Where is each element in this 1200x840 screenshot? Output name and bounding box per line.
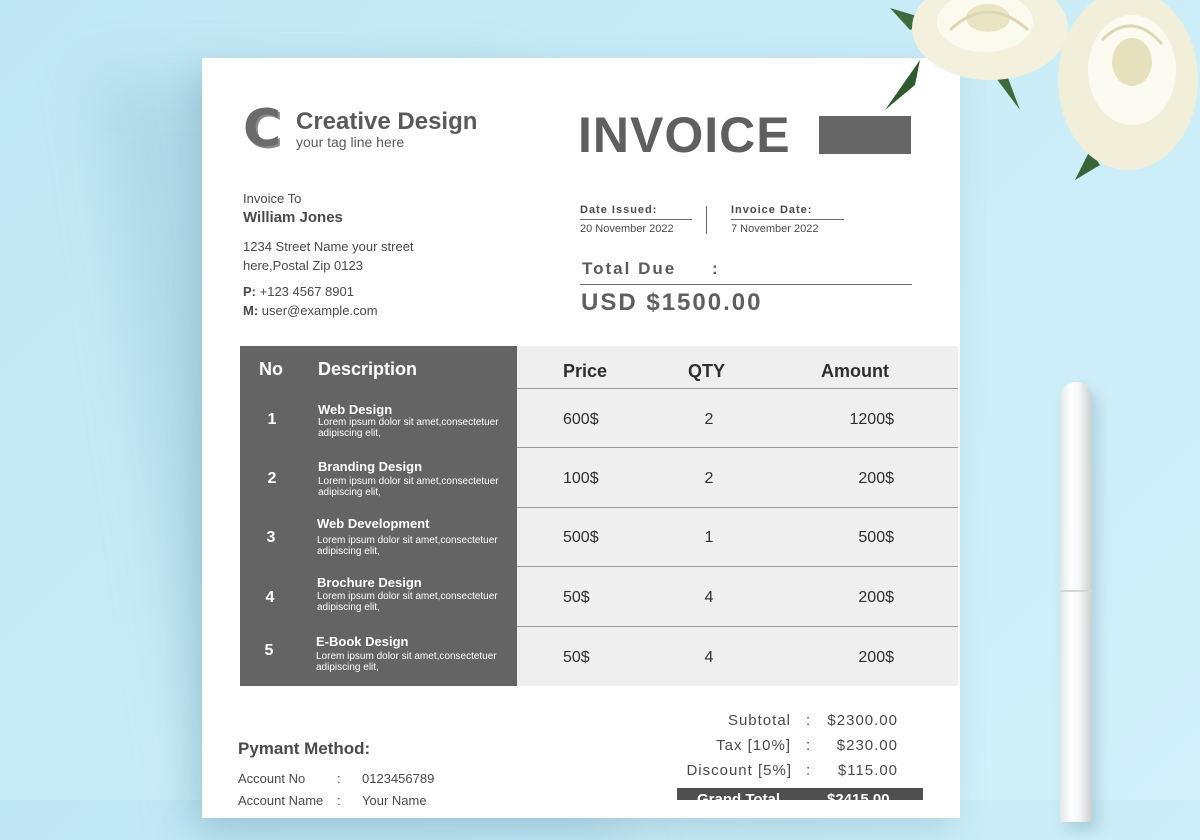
item-qty: 4 bbox=[704, 649, 714, 666]
pen-band bbox=[1060, 590, 1092, 592]
email-value: user@example.com bbox=[261, 303, 378, 318]
date-issued-label: Date Issued: bbox=[580, 204, 658, 216]
client-email bbox=[243, 303, 378, 318]
item-amount: 200$ bbox=[858, 649, 894, 666]
total-due-amount: USD $1500.00 bbox=[581, 289, 763, 316]
title-accent-bar bbox=[819, 116, 911, 154]
row-divider bbox=[517, 388, 958, 389]
tax-label: Tax [10%] bbox=[716, 737, 791, 754]
date-issued-rule bbox=[580, 219, 692, 220]
item-price: 600$ bbox=[563, 411, 599, 428]
header-price: Price bbox=[563, 361, 608, 381]
header-qty: QTY bbox=[688, 361, 726, 381]
client-address-line1: 1234 Street Name your street bbox=[243, 239, 414, 254]
account-no-value: 0123456789 bbox=[362, 771, 435, 786]
discount-value: $115.00 bbox=[837, 762, 898, 779]
subtotal-colon: : bbox=[806, 712, 811, 729]
invoice-to-label: Invoice To bbox=[243, 191, 302, 206]
phone-label: P: bbox=[243, 284, 256, 299]
company-name: Creative Design bbox=[296, 108, 478, 135]
phone-value: +123 4567 8901 bbox=[259, 284, 354, 299]
row-divider bbox=[517, 626, 958, 627]
grand-total-bar bbox=[677, 788, 923, 808]
item-price: 100$ bbox=[563, 470, 599, 487]
mail-label: M: bbox=[243, 303, 259, 318]
item-amount: 500$ bbox=[858, 529, 894, 546]
tax-value: $230.00 bbox=[836, 737, 898, 754]
discount-label: Discount [5%] bbox=[686, 762, 792, 779]
payment-method-title: Pymant Method: bbox=[238, 739, 371, 758]
pen-decoration bbox=[1060, 382, 1092, 822]
item-price: 500$ bbox=[563, 529, 599, 546]
client-name: William Jones bbox=[243, 209, 343, 226]
date-separator bbox=[706, 206, 707, 234]
item-qty: 4 bbox=[704, 589, 714, 606]
item-qty: 2 bbox=[704, 470, 714, 487]
header-description: Description bbox=[318, 359, 418, 379]
subtotal-value: $2300.00 bbox=[827, 712, 898, 729]
row-number: 1 bbox=[267, 411, 277, 428]
account-no-colon: : bbox=[337, 771, 341, 786]
row-number: 2 bbox=[267, 470, 277, 487]
item-price: 50$ bbox=[563, 589, 590, 606]
invoice-date-rule bbox=[731, 219, 844, 220]
invoice-title: INVOICE bbox=[578, 107, 791, 163]
item-amount: 1200$ bbox=[849, 411, 894, 428]
item-description: Lorem ipsum dolor sit amet,consectetuer adipiscing elit, bbox=[316, 651, 497, 673]
total-due-label: Total Due bbox=[582, 259, 677, 278]
total-due-rule bbox=[580, 284, 912, 285]
row-divider bbox=[517, 566, 958, 567]
account-no-label: Account No bbox=[238, 771, 306, 786]
account-name-label: Account Name bbox=[238, 793, 324, 808]
item-description: Lorem ipsum dolor sit amet,consectetuer adipiscing elit, bbox=[318, 417, 499, 439]
grand-total-label: Grand Total bbox=[697, 791, 781, 808]
item-title: Branding Design bbox=[318, 459, 423, 474]
item-description: Lorem ipsum dolor sit amet,consectetuer adipiscing elit, bbox=[317, 535, 498, 557]
total-due-colon: : bbox=[712, 259, 718, 278]
grand-total-value: $2415.00 bbox=[827, 791, 890, 808]
row-divider bbox=[517, 507, 958, 508]
item-qty: 1 bbox=[704, 529, 714, 546]
row-number: 5 bbox=[264, 642, 274, 659]
company-logo-icon: C bbox=[243, 99, 282, 159]
item-amount: 200$ bbox=[858, 589, 894, 606]
company-tagline: your tag line here bbox=[296, 134, 405, 150]
client-address-line2: here,Postal Zip 0123 bbox=[243, 258, 363, 273]
item-title: Web Design bbox=[318, 402, 393, 417]
subtotal-label: Subtotal bbox=[727, 712, 791, 729]
row-number: 3 bbox=[266, 529, 276, 546]
invoice-date-value: 7 November 2022 bbox=[731, 223, 819, 235]
item-title: E-Book Design bbox=[316, 634, 409, 649]
row-divider bbox=[517, 447, 958, 448]
account-name-colon: : bbox=[337, 793, 341, 808]
item-description: Lorem ipsum dolor sit amet,consectetuer adipiscing elit, bbox=[318, 476, 499, 498]
item-title: Web Development bbox=[317, 516, 430, 531]
item-amount: 200$ bbox=[858, 470, 894, 487]
invoice-date-label: Invoice Date: bbox=[731, 204, 813, 216]
table-light-panel bbox=[517, 346, 958, 686]
item-title: Brochure Design bbox=[317, 575, 422, 590]
rose-decoration-icon bbox=[870, 0, 1200, 190]
item-qty: 2 bbox=[704, 411, 714, 428]
date-issued-value: 20 November 2022 bbox=[580, 223, 674, 235]
account-name-value: Your Name bbox=[362, 793, 427, 808]
discount-colon: : bbox=[806, 762, 811, 779]
header-no: No bbox=[259, 359, 283, 379]
item-price: 50$ bbox=[563, 649, 590, 666]
header-amount: Amount bbox=[821, 361, 889, 381]
tax-colon: : bbox=[806, 737, 811, 754]
row-number: 4 bbox=[265, 589, 275, 606]
client-phone bbox=[243, 284, 354, 299]
item-description: Lorem ipsum dolor sit amet,consectetuer adipiscing elit, bbox=[317, 591, 498, 613]
